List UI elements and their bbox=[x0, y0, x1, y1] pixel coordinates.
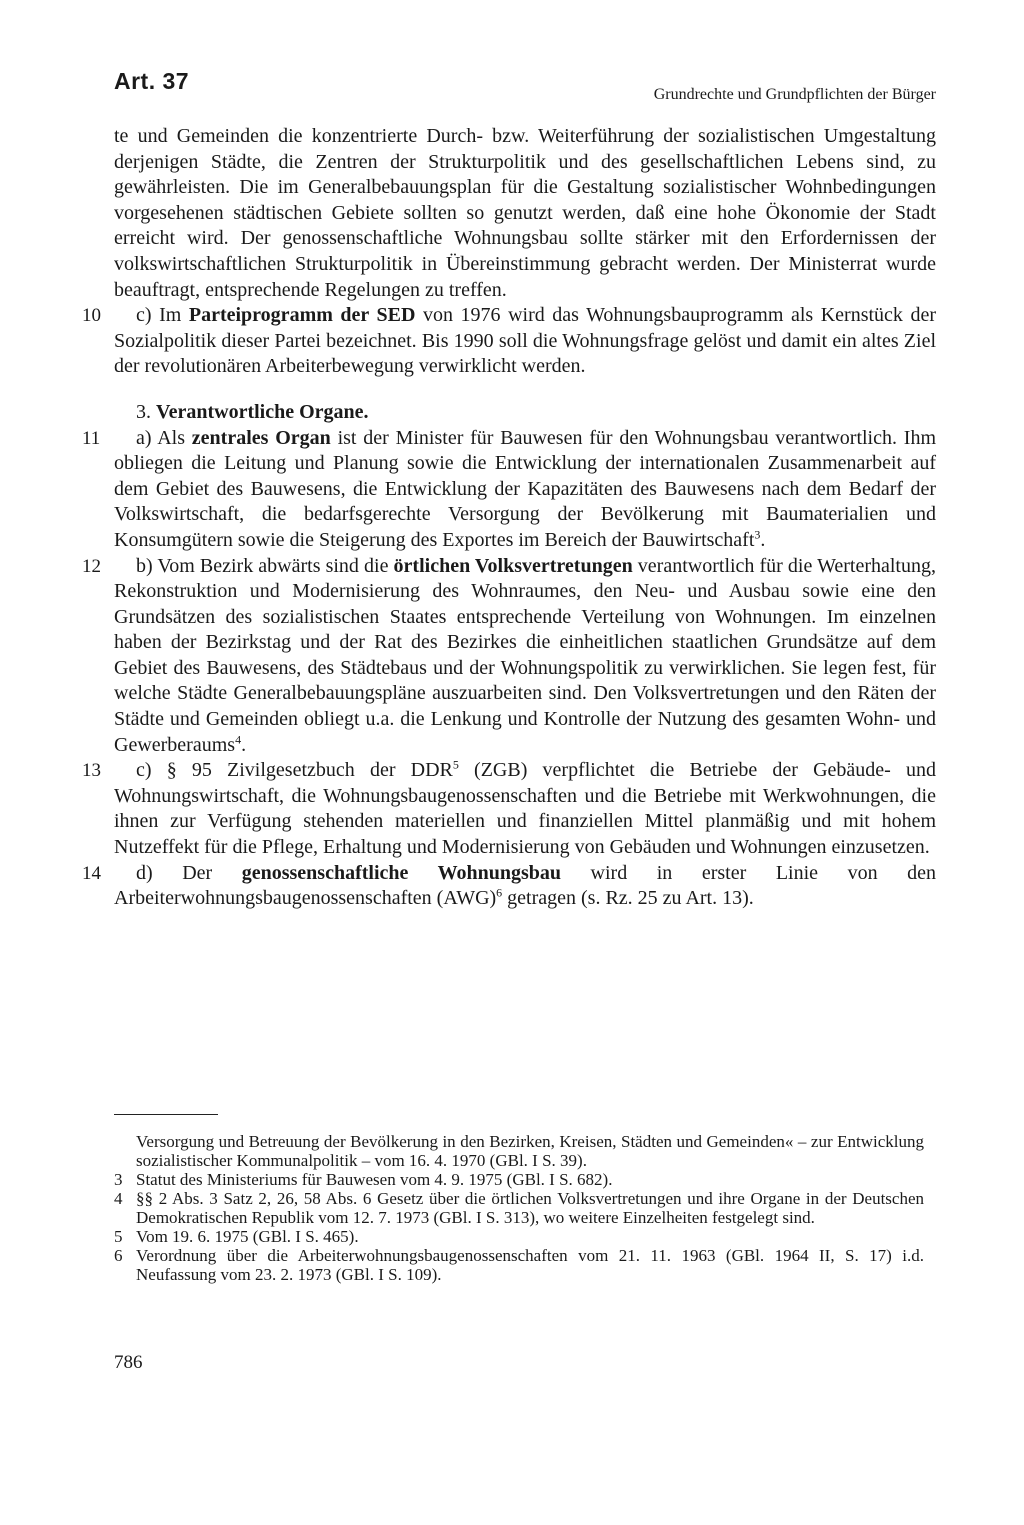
page-number: 786 bbox=[114, 1352, 143, 1373]
emphasis: örtlichen Volksvertretungen bbox=[393, 554, 633, 577]
footnote-number: 4 bbox=[114, 1189, 123, 1208]
paragraph-14: 14 d) Der genossenschaftliche Wohnungsbau wird in erster Linie von den Arbeiterwohnungsbaugenossenschaften (AWG)$^6$ getragen (s. Rz. 25 zu Art. 13). bbox=[114, 861, 936, 912]
footnote-divider bbox=[114, 1114, 218, 1115]
paragraph-10: 10 c) Im Parteiprogramm der SED von 1976 wird das Wohnungsbauprogramm als Kernstück der Sozialpolitik dieser Partei bezeichnet. Bis 1990 soll die Wohnungsfrage gelöst und damit ein altes Ziel der revolutionären Arbeiterbewegung verwirklicht werden. bbox=[114, 303, 936, 380]
emphasis: zentrales Organ bbox=[191, 426, 331, 449]
section-heading: 3. Verantwortliche Organe. bbox=[136, 400, 369, 423]
margin-number: 13 bbox=[82, 760, 101, 782]
emphasis: Parteiprogramm der SED bbox=[188, 304, 416, 327]
footnote-4: 4 §§ 2 Abs. 3 Satz 2, 26, 58 Abs. 6 Gesetz über die örtlichen Volksvertretungen und ihre Organe in der Deutschen Demokratischen Republik vom 12. 7. 1973 (GBl. I S. 313), wo weitere Einzelheiten festgelegt sind. bbox=[114, 1189, 924, 1227]
footnote-ref[interactable]: 4 bbox=[235, 732, 242, 746]
margin-number: 12 bbox=[82, 555, 101, 577]
footnote-number: 3 bbox=[114, 1170, 123, 1189]
margin-number: 14 bbox=[82, 862, 101, 884]
emphasis: genossenschaftliche Wohnungsbau bbox=[241, 861, 561, 884]
footnote-ref[interactable]: 6 bbox=[496, 885, 503, 900]
spacer bbox=[114, 380, 936, 400]
paragraph-11: 11 a) Als zentrales Organ ist der Minister für Bauwesen für den Wohnungsbau verantwortlich. Ihm obliegen die Leitung und Planung sowie die Entwicklung der internationalen Zusammenarbeit auf dem Gebiet des Bauwesens, die Entwicklung der Kapazitäten des Bauwesens nach dem Bedarf der Volkswirtschaft, die bedarfsgerechte Versorgung der Bevölkerung mit Baumaterialien und Konsumgütern sowie die Steigerung des Exportes im Bereich der Bauwirtschaft$^3$. bbox=[114, 426, 936, 554]
paragraph-12: 12 b) Vom Bezirk abwärts sind die örtlichen Volksvertretungen verantwortlich für die Werterhaltung, Rekonstruktion und Modernisierung des Wohnraumes, den Neu- und Ausbau sowie eine den Grundsätzen des sozialistischen Staates entsprechende Verteilung von Wohnungen. Im einzelnen haben der Bezirkstag und der Rat des Bezirkes die einheitlichen staatlichen Grundsätze auf dem Gebiet des Bauwesens, des Städtebaus und der Wohnungspolitik zu verwirklichen. Sie legen fest, für welche Städte Generalbebauungspläne auszuarbeiten sind. Den Volksvertretungen und den Räten der Städte und Gemeinden obliegt u.a. die Lenkung und Kontrolle der Nutzung des gesamten Wohn- und Gewerberaums$^4$. bbox=[114, 554, 936, 759]
footnote-ref[interactable]: 5 bbox=[452, 757, 459, 772]
footnote-6: 6 Verordnung über die Arbeiterwohnungsbaugenossenschaften vom 21. 11. 1963 (GBl. 1964 II, S. 17) i.d. Neufassung vom 23. 2. 1973 (GBl. I S. 109). bbox=[114, 1246, 924, 1284]
margin-number: 11 bbox=[82, 427, 101, 449]
main-text bbox=[82, 124, 936, 912]
paragraph-continuation: te und Gemeinden die konzentrierte Durch- bzw. Weiterführung der sozialistischen Umgestaltung derjenigen Städte, die Zentren der Strukturpolitik und des gesellschaftlichen Lebens sind, zu gewährleisten. Die im Generalbebauungsplan für die Gestaltung sozialistischer Wohnbedingungen vorgesehenen städtischen Gebiete sollten so genutzt werden, daß eine hohe Ökonomie der Stadt erreicht wird. Der genossenschaftliche Wohnungsbau sollte stärker mit den Erfordernissen der volkswirtschaftlichen Strukturpolitik in Übereinstimmung gebracht werden. Der Ministerrat wurde beauftragt, entsprechende Regelungen zu treffen. bbox=[114, 125, 936, 301]
footnote-3: 3 Statut des Ministeriums für Bauwesen vom 4. 9. 1975 (GBl. I S. 682). bbox=[114, 1170, 613, 1189]
paragraph-13: 13 c) § 95 Zivilgesetzbuch der DDR$^5$ (ZGB) verpflichtet die Betriebe der Gebäude- und Wohnungswirtschaft, die Wohnungsbaugenossenschaften und die Betriebe mit Werkwohnungen, die ihnen zur Verfügung stehenden materiellen und finanziellen Mittel planmäßig und mit hohem Nutzeffekt für die Pflege, Erhaltung und Modernisierung von Gebäuden und Wohnungen einzusetzen. bbox=[114, 758, 936, 860]
footnote-5: 5 Vom 19. 6. 1975 (GBl. I S. 465). bbox=[114, 1227, 359, 1246]
footnote-continuation: Versorgung und Betreuung der Bevölkerung in den Bezirken, Kreisen, Städten und Gemeinden« – zur Entwicklung sozialistischer Kommunalpolitik – vom 16. 4. 1970 (GBl. I S. 39). bbox=[136, 1132, 924, 1170]
footnotes bbox=[114, 1132, 924, 1284]
article-number: Art. 37 bbox=[114, 68, 190, 94]
footnote-ref[interactable]: 3 bbox=[754, 527, 761, 542]
footnote-number: 5 bbox=[114, 1227, 123, 1246]
footnote-number: 6 bbox=[114, 1246, 123, 1265]
margin-number: 10 bbox=[82, 305, 101, 327]
running-header-title: Grundrechte und Grundpflichten der Bürger bbox=[653, 86, 936, 103]
